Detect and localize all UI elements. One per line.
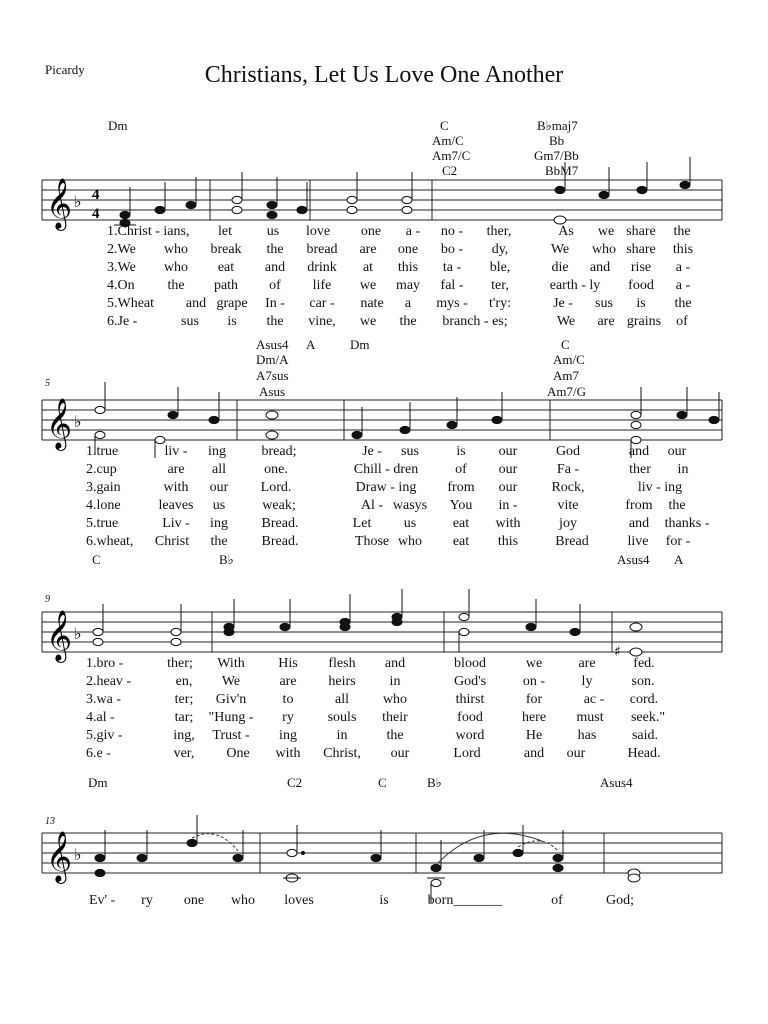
lyric-line xyxy=(0,709,768,727)
lyric-syllable: ing xyxy=(279,728,297,743)
lyric-syllable: Those xyxy=(354,534,390,549)
treble-clef-icon: 𝄞 xyxy=(46,178,73,229)
lyric-syllable: in - xyxy=(498,498,518,513)
lyric-syllable: vine, xyxy=(308,314,336,329)
lyric-syllable: the xyxy=(266,242,284,257)
chord-symbol: Asus4 xyxy=(600,775,633,790)
lyric-syllable: eat xyxy=(452,516,470,531)
lyric-line xyxy=(0,497,768,515)
lyric-syllable: and xyxy=(384,656,406,671)
lyric-line xyxy=(0,892,768,910)
lyric-syllable: all xyxy=(212,462,226,477)
lyric-syllable: thirst xyxy=(455,692,485,707)
chord-symbol: A xyxy=(306,337,316,352)
music-staff xyxy=(42,398,722,449)
lyric-syllable: who xyxy=(397,534,423,549)
lyric-syllable: We xyxy=(221,674,241,689)
lyric-syllable: we xyxy=(359,314,377,329)
lyric-syllable: Bread xyxy=(555,534,589,549)
lyric-syllable: us xyxy=(212,498,226,513)
lyric-syllable: our xyxy=(498,462,518,477)
lyric-syllable: Lord. xyxy=(260,480,292,495)
lyric-syllable: the xyxy=(674,296,692,311)
chord-symbol: Am/C xyxy=(553,352,585,367)
lyric-syllable: nate xyxy=(360,296,384,311)
lyric-syllable: 5.true xyxy=(86,516,119,531)
lyric-syllable: Let xyxy=(352,516,372,531)
lyric-line xyxy=(0,479,768,497)
lyric-syllable: no - xyxy=(440,224,464,239)
lyric-syllable: You xyxy=(449,498,473,513)
lyric-syllable: dy, xyxy=(491,242,509,257)
chord-symbol: A xyxy=(674,552,684,567)
lyric-syllable: share xyxy=(626,242,656,257)
lyric-syllable: all xyxy=(335,692,349,707)
lyric-syllable: en, xyxy=(175,674,193,689)
lyric-line xyxy=(0,241,768,259)
lyric-syllable: we xyxy=(597,224,615,239)
lyric-line xyxy=(0,443,768,461)
lyric-line xyxy=(0,515,768,533)
lyric-syllable: of xyxy=(676,314,688,329)
lyric-syllable: ing xyxy=(208,444,226,459)
lyric-syllable: wasys xyxy=(392,498,428,513)
lyric-syllable: of xyxy=(551,893,563,908)
chord-symbol: Dm xyxy=(108,118,128,133)
lyric-syllable: car - xyxy=(309,296,335,311)
lyric-syllable: liv - xyxy=(164,444,188,459)
lyric-syllable: Trust - xyxy=(212,728,250,743)
lyric-syllable: with xyxy=(163,480,189,495)
lyric-syllable: 1.true xyxy=(86,444,119,459)
lyric-syllable: and xyxy=(628,516,650,531)
lyric-line xyxy=(0,673,768,691)
treble-clef-icon: 𝄞 xyxy=(46,398,73,449)
lyric-syllable: ry xyxy=(282,710,294,725)
lyric-syllable: son. xyxy=(631,674,655,689)
lyric-syllable: is xyxy=(227,314,237,329)
lyric-syllable: are xyxy=(578,656,596,671)
lyric-syllable: eat xyxy=(217,260,235,275)
lyric-syllable: a - xyxy=(675,278,691,293)
lyric-syllable: and xyxy=(264,260,286,275)
lyric-syllable: souls xyxy=(327,710,357,725)
lyric-syllable: are xyxy=(279,674,297,689)
lyric-syllable: t'ry: xyxy=(489,296,511,311)
sharp-accidental-icon: ♯ xyxy=(614,644,621,660)
lyric-line xyxy=(0,655,768,673)
lyric-syllable: our xyxy=(498,444,518,459)
lyric-syllable: ry xyxy=(141,893,153,908)
lyric-syllable: die xyxy=(551,260,569,275)
lyric-syllable: in xyxy=(336,728,348,743)
lyric-syllable: Liv - xyxy=(162,516,190,531)
lyric-syllable: 2.heav - xyxy=(86,674,132,689)
lyric-syllable: leaves xyxy=(158,498,194,513)
lyric-syllable: fal - xyxy=(440,278,464,293)
lyric-syllable: 4.lone xyxy=(86,498,121,513)
chord-symbol: BbM7 xyxy=(545,163,579,178)
lyric-syllable: must xyxy=(576,710,604,725)
lyric-syllable: the xyxy=(668,498,686,513)
lyric-syllable: who xyxy=(382,692,408,707)
lyric-syllable: drink xyxy=(307,260,337,275)
lyric-syllable: this xyxy=(397,260,419,275)
lyric-syllable: ly xyxy=(581,674,593,689)
lyric-line xyxy=(0,223,768,241)
lyric-syllable: and xyxy=(589,260,611,275)
lyric-syllable: Rock, xyxy=(551,480,585,495)
lyric-syllable: are xyxy=(167,462,185,477)
lyric-syllable: His xyxy=(278,656,298,671)
lyric-syllable: life xyxy=(312,278,332,293)
song-title: Christians, Let Us Love One Another xyxy=(204,62,564,88)
time-signature-bottom: 4 xyxy=(92,206,100,222)
lyric-line xyxy=(0,313,768,331)
lyric-syllable: cord. xyxy=(629,692,659,707)
lyric-syllable: fed. xyxy=(633,656,655,671)
lyric-syllable: one xyxy=(397,242,419,257)
lyric-syllable: path xyxy=(213,278,239,293)
lyric-syllable: Christ xyxy=(154,534,190,549)
lyric-syllable: joy xyxy=(559,516,577,531)
chord-symbol: Dm xyxy=(88,775,108,790)
measure-number: 5 xyxy=(45,378,50,389)
lyric-syllable: we xyxy=(525,656,543,671)
lyric-syllable: tar; xyxy=(174,710,194,725)
flat-key-signature-icon: ♭ xyxy=(74,192,82,211)
lyric-syllable: this xyxy=(672,242,694,257)
music-staff xyxy=(42,178,722,229)
lyric-syllable: 3.We xyxy=(107,260,136,275)
lyric-syllable: in xyxy=(677,462,689,477)
lyric-syllable: for - xyxy=(665,534,691,549)
lyric-syllable: ter; xyxy=(174,692,194,707)
lyric-syllable: seek." xyxy=(630,710,666,725)
chord-symbol: C xyxy=(92,552,101,567)
chord-symbol: Am7/G xyxy=(547,384,586,399)
lyric-syllable: of xyxy=(455,462,467,477)
lyric-syllable: ther, xyxy=(486,224,512,239)
lyric-syllable: bread xyxy=(306,242,338,257)
lyric-syllable: is xyxy=(456,444,466,459)
lyric-syllable: we xyxy=(359,278,377,293)
lyric-syllable: from xyxy=(625,498,653,513)
chord-symbol: Bb xyxy=(549,133,565,148)
lyric-syllable: ter, xyxy=(491,278,509,293)
lyric-line xyxy=(0,295,768,313)
chord-symbol: C xyxy=(440,118,449,133)
lyric-syllable: Draw - ing xyxy=(355,480,417,495)
tune-name: Picardy xyxy=(45,62,85,77)
lyric-syllable: one. xyxy=(264,462,288,477)
lyric-syllable: us xyxy=(403,516,417,531)
lyric-syllable: the xyxy=(266,314,284,329)
lyric-syllable: Bread. xyxy=(261,516,299,531)
chord-symbol: Dm/A xyxy=(256,352,289,367)
lyric-syllable: rise xyxy=(630,260,652,275)
lyric-syllable: Chill - dren xyxy=(353,462,419,477)
lyric-syllable: here xyxy=(521,710,547,725)
lyric-syllable: are xyxy=(359,242,377,257)
chord-symbol: Am7 xyxy=(553,368,579,383)
lyric-syllable: the xyxy=(399,314,417,329)
lyric-syllable: One xyxy=(226,746,250,761)
lyric-syllable: Ev' - xyxy=(89,893,116,908)
lyric-syllable: us xyxy=(266,224,280,239)
lyric-syllable: vite xyxy=(557,498,579,513)
lyric-syllable: 3.gain xyxy=(86,480,121,495)
lyric-syllable: bread; xyxy=(261,444,297,459)
lyric-syllable: a xyxy=(404,296,412,311)
lyric-syllable: and xyxy=(185,296,207,311)
lyric-syllable: our xyxy=(667,444,687,459)
lyric-syllable: Lord xyxy=(453,746,481,761)
lyric-line xyxy=(0,691,768,709)
chord-symbol: Dm xyxy=(350,337,370,352)
lyric-syllable: 6.wheat, xyxy=(86,534,134,549)
lyric-syllable: born_______ xyxy=(427,893,503,908)
lyric-syllable: and xyxy=(523,746,545,761)
lyric-line xyxy=(0,745,768,763)
lyric-syllable: our xyxy=(498,480,518,495)
lyric-syllable: In - xyxy=(265,296,285,311)
lyric-syllable: 1.bro - xyxy=(86,656,124,671)
lyric-syllable: ther xyxy=(629,462,651,477)
lyric-syllable: sus xyxy=(181,314,199,329)
lyric-syllable: ing, xyxy=(173,728,195,743)
lyric-syllable: is xyxy=(636,296,646,311)
flat-key-signature-icon: ♭ xyxy=(74,624,82,643)
lyric-syllable: food xyxy=(628,278,654,293)
lyric-syllable: are xyxy=(597,314,615,329)
lyric-syllable: the xyxy=(167,278,185,293)
chord-symbol: C2 xyxy=(442,163,458,178)
music-staff xyxy=(42,610,722,661)
lyric-syllable: heirs xyxy=(328,674,356,689)
lyric-syllable: We xyxy=(556,314,576,329)
lyric-syllable: 6.e - xyxy=(86,746,111,761)
lyric-syllable: eat xyxy=(452,534,470,549)
lyric-syllable: on - xyxy=(522,674,546,689)
lyric-syllable: 5.giv - xyxy=(86,728,123,743)
lyric-syllable: love xyxy=(305,224,331,239)
lyric-syllable: this xyxy=(497,534,519,549)
lyric-syllable: to xyxy=(282,692,294,707)
lyric-syllable: 1.Christ - ians, xyxy=(107,224,190,239)
lyric-syllable: thanks - xyxy=(664,516,710,531)
chord-symbol: Asus4 xyxy=(256,337,289,352)
measure-number: 9 xyxy=(45,594,50,605)
lyric-syllable: our xyxy=(566,746,586,761)
chord-symbol: C xyxy=(378,775,387,790)
lyric-syllable: Je - xyxy=(362,444,382,459)
chord-symbol: Am/C xyxy=(432,133,464,148)
lyric-line xyxy=(0,277,768,295)
lyric-syllable: blood xyxy=(454,656,486,671)
lyric-syllable: one xyxy=(360,224,382,239)
lyric-syllable: Giv'n xyxy=(215,692,247,707)
lyric-line xyxy=(0,259,768,277)
lyric-syllable: ac - xyxy=(583,692,605,707)
lyric-syllable: Bread. xyxy=(261,534,299,549)
chord-symbol: Asus xyxy=(259,384,286,399)
lyric-syllable: sus xyxy=(595,296,613,311)
time-signature-top: 4 xyxy=(92,187,100,203)
lyric-syllable: ver, xyxy=(173,746,195,761)
lyric-syllable: 3.wa - xyxy=(86,692,121,707)
lyric-syllable: the xyxy=(210,534,228,549)
lyric-syllable: 4.al - xyxy=(86,710,115,725)
lyric-syllable: God; xyxy=(606,893,634,908)
lyric-syllable: at xyxy=(362,260,374,275)
lyric-syllable: our xyxy=(390,746,410,761)
lyric-syllable: our xyxy=(209,480,229,495)
lyric-syllable: He xyxy=(525,728,543,743)
lyric-syllable: God's xyxy=(453,674,487,689)
lyric-syllable: their xyxy=(382,710,408,725)
lyric-syllable: has xyxy=(577,728,597,743)
lyric-syllable: "Hung - xyxy=(208,710,254,725)
lyric-syllable: with xyxy=(495,516,521,531)
lyric-syllable: and xyxy=(628,444,650,459)
lyric-syllable: grains xyxy=(626,314,662,329)
lyric-syllable: from xyxy=(447,480,475,495)
lyric-syllable: with xyxy=(275,746,301,761)
lyric-syllable: We xyxy=(550,242,570,257)
chord-symbol: Gm7/Bb xyxy=(534,148,579,163)
lyric-syllable: share xyxy=(626,224,656,239)
lyric-syllable: loves xyxy=(284,893,314,908)
lyric-syllable: Al - xyxy=(360,498,384,513)
lyric-syllable: Christ, xyxy=(323,746,361,761)
lyric-line xyxy=(0,533,768,551)
lyric-syllable: weak; xyxy=(262,498,296,513)
lyric-syllable: is xyxy=(379,893,389,908)
lyric-syllable: As xyxy=(558,224,574,239)
lyric-syllable: word xyxy=(455,728,485,743)
lyric-syllable: the xyxy=(386,728,404,743)
chord-symbol: Am7/C xyxy=(432,148,471,163)
lyric-syllable: With xyxy=(217,656,245,671)
lyric-syllable: may xyxy=(395,278,421,293)
lyric-syllable: Fa - xyxy=(556,462,580,477)
flat-key-signature-icon: ♭ xyxy=(74,845,82,864)
chord-symbol: B♭ xyxy=(427,775,442,790)
chord-symbol: A7sus xyxy=(256,368,289,383)
measure-number: 13 xyxy=(45,816,55,827)
lyric-syllable: flesh xyxy=(328,656,356,671)
lyric-syllable: Head. xyxy=(627,746,661,761)
lyric-syllable: who xyxy=(230,893,256,908)
lyric-syllable: bo - xyxy=(440,242,464,257)
chord-symbol: Asus4 xyxy=(617,552,650,567)
lyric-syllable: the xyxy=(673,224,691,239)
music-staff xyxy=(42,831,722,882)
flat-key-signature-icon: ♭ xyxy=(74,412,82,431)
lyric-syllable: 2.We xyxy=(107,242,136,257)
lyric-line xyxy=(0,461,768,479)
lyric-syllable: a - xyxy=(675,260,691,275)
lyric-syllable: ble, xyxy=(489,260,511,275)
chord-symbol: C xyxy=(561,337,570,352)
chord-symbol: B♭maj7 xyxy=(537,118,578,133)
chord-symbol: C2 xyxy=(287,775,303,790)
lyric-syllable: who xyxy=(163,242,189,257)
lyric-syllable: liv - ing xyxy=(637,480,683,495)
treble-clef-icon: 𝄞 xyxy=(46,831,73,882)
lyric-syllable: of xyxy=(269,278,281,293)
lyric-syllable: earth - ly xyxy=(549,278,601,293)
treble-clef-icon: 𝄞 xyxy=(46,610,73,661)
lyric-syllable: break xyxy=(210,242,242,257)
lyric-syllable: 5.Wheat xyxy=(107,296,155,311)
lyric-syllable: who xyxy=(163,260,189,275)
lyric-syllable: one xyxy=(183,893,205,908)
lyric-syllable: for xyxy=(525,692,543,707)
lyric-syllable: let xyxy=(218,224,232,239)
lyric-syllable: food xyxy=(457,710,483,725)
lyric-syllable: ther; xyxy=(167,656,193,671)
lyric-syllable: 2.cup xyxy=(86,462,117,477)
lyric-syllable: grape xyxy=(216,296,248,311)
lyric-syllable: live xyxy=(627,534,649,549)
lyric-syllable: in xyxy=(389,674,401,689)
lyric-syllable: branch - es; xyxy=(442,314,508,329)
lyric-syllable: a - xyxy=(405,224,421,239)
chord-symbol: B♭ xyxy=(219,552,234,567)
lyric-syllable: 4.On xyxy=(107,278,135,293)
lyric-syllable: ta - xyxy=(442,260,462,275)
lyric-syllable: sus xyxy=(401,444,419,459)
lyric-syllable: Je - xyxy=(553,296,573,311)
lyric-syllable: ing xyxy=(210,516,228,531)
lyric-syllable: God xyxy=(555,444,581,459)
lyric-syllable: said. xyxy=(631,728,659,743)
lyric-syllable: mys - xyxy=(436,296,468,311)
lyric-line xyxy=(0,727,768,745)
lyric-syllable: 6.Je - xyxy=(107,314,138,329)
lyric-syllable: who xyxy=(591,242,617,257)
